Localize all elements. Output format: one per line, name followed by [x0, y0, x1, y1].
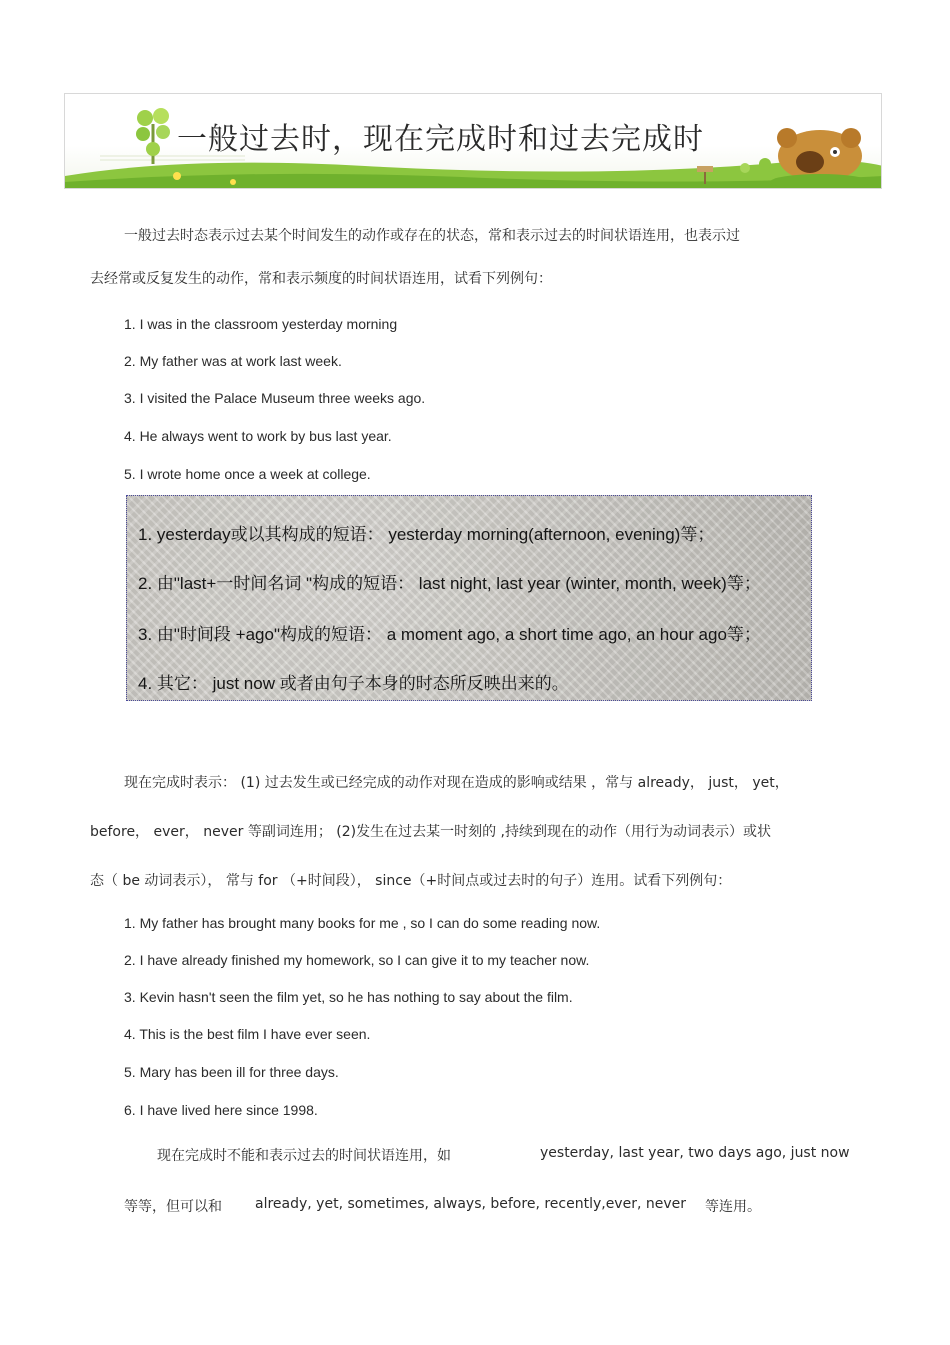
list-item: 4. This is the best film I have ever seen. — [124, 1026, 371, 1042]
box-line-3: 3. 由"时间段 +ago"构成的短语： a moment ago, a short time ago, an hour ago等； — [138, 625, 761, 644]
box-line-2: 2. 由"last+一时间名词 "构成的短语： last night, last year (winter, month, week)等； — [138, 574, 761, 593]
box-line-1: 1. yesterday或以其构成的短语： yesterday morning(afternoon, evening)等； — [138, 525, 715, 544]
bear-house-icon — [770, 128, 870, 189]
list-item: 5. Mary has been ill for three days. — [124, 1064, 339, 1080]
note-line-2-a: 等等，但可以和 — [124, 1199, 222, 1215]
intro-line-2: 去经常或反复发生的动作，常和表示频度的时间状语连用，试看下列例句： — [90, 271, 552, 287]
page-title: 一般过去时，现在完成时和过去完成时 — [177, 122, 704, 157]
list-item: 1. My father has brought many books for me , so I can do some reading now. — [124, 915, 601, 931]
time-adverbial-box — [126, 495, 812, 701]
list-item: 3. Kevin hasn't seen the film yet, so he has nothing to say about the film. — [124, 989, 573, 1005]
perfect-line-3: 态（ be 动词表示）， 常与 for （+时间段）， since（+时间点或过去时的句子）连用。试看下列例句： — [90, 873, 732, 889]
perfect-line-2: before， ever， never 等副词连用； (2)发生在过去某一时刻的 ,持续到现在的动作（用行为动词表示）或状 — [90, 824, 771, 840]
note-line-1-a: 现在完成时不能和表示过去的时间状语连用，如 — [157, 1148, 451, 1164]
note-line-2-b: already, yet, sometimes, always, before, recently,ever, never — [255, 1196, 687, 1212]
list-item: 2. My father was at work last week. — [124, 353, 342, 369]
note-line-2-c: 等连用。 — [705, 1199, 761, 1215]
list-item: 6. I have lived here since 1998. — [124, 1102, 318, 1118]
note-line-1-b: yesterday, last year, two days ago, just now — [540, 1145, 850, 1161]
list-item: 4. He always went to work by bus last year. — [124, 428, 392, 444]
list-item: 3. I visited the Palace Museum three weeks ago. — [124, 390, 426, 406]
list-item: 2. I have already finished my homework, so I can give it to my teacher now. — [124, 952, 590, 968]
box-line-4: 4. 其它： just now 或者由句子本身的时态所反映出来的。 — [138, 674, 569, 693]
intro-line-1: 一般过去时态表示过去某个时间发生的动作或存在的状态，常和表示过去的时间状语连用，也表示过 — [124, 228, 740, 244]
title-banner — [64, 93, 882, 189]
perfect-line-1: 现在完成时表示： (1) 过去发生或已经完成的动作对现在造成的影响或结果 ，常与 already， just， yet， — [124, 775, 789, 791]
list-item: 5. I wrote home once a week at college. — [124, 466, 371, 482]
list-item: 1. I was in the classroom yesterday morning — [124, 316, 398, 332]
